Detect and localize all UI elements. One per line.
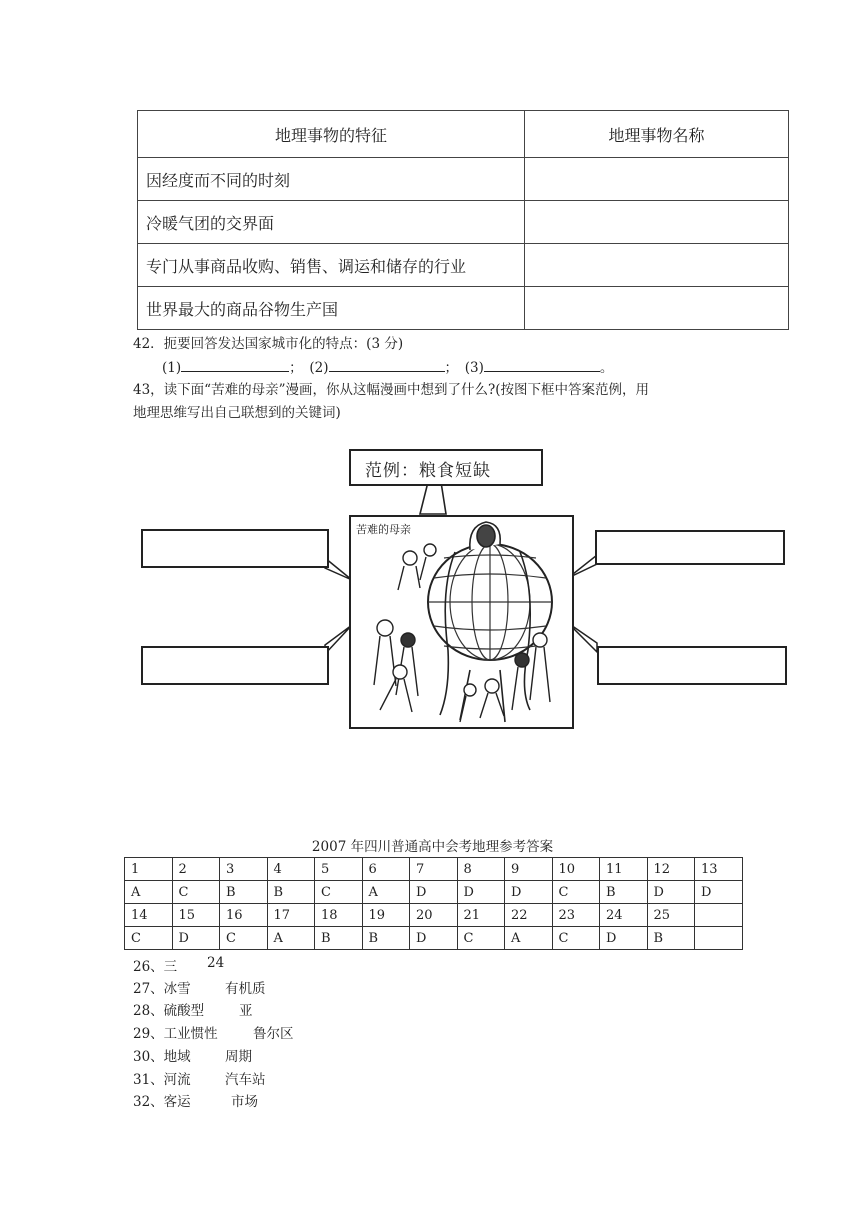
- answer-cell: C: [125, 927, 173, 950]
- fill-answer-27: [133, 977, 266, 997]
- fill-answer-29: [133, 1022, 294, 1042]
- answer-cell: C: [172, 881, 220, 904]
- answer-cell: D: [410, 881, 458, 904]
- feature-header: 地理事物的特征: [138, 111, 525, 158]
- answer-cell: C: [552, 881, 600, 904]
- answer-cell: C: [552, 927, 600, 950]
- answer-cell: 5: [315, 858, 363, 881]
- answer-cell: [695, 927, 743, 950]
- answer-cell: 2: [172, 858, 220, 881]
- answer-cell: 19: [362, 904, 410, 927]
- answer-cell: 18: [315, 904, 363, 927]
- cartoon-frame: [349, 516, 576, 732]
- question-42-blanks: [162, 357, 613, 378]
- answer-cell: B: [362, 927, 410, 950]
- answer-box-left-top[interactable]: [141, 529, 329, 568]
- answer-cell: 7: [410, 858, 458, 881]
- answer-blank-2[interactable]: [329, 357, 445, 372]
- answer-cell: 4: [267, 858, 315, 881]
- answer-cell: 24: [600, 904, 648, 927]
- answer-cell: 13: [695, 858, 743, 881]
- fill-ans: 鲁尔区: [253, 1026, 294, 1042]
- answer-table: [124, 857, 743, 950]
- name-cell[interactable]: [525, 201, 789, 244]
- answer-cell: D: [647, 881, 695, 904]
- answer-box-left-bottom[interactable]: [141, 646, 329, 685]
- fill-answer-26: [133, 955, 225, 975]
- answer-cell: B: [315, 927, 363, 950]
- feature-table: [137, 110, 789, 330]
- answer-box-right-bottom[interactable]: [597, 646, 787, 685]
- answer-cell: 8: [457, 858, 505, 881]
- fill-ans: 亚: [239, 1003, 253, 1019]
- fill-answer-32: [133, 1090, 258, 1110]
- answer-blank-1[interactable]: [181, 357, 289, 372]
- example-callout: [349, 449, 543, 486]
- answer-cell: D: [172, 927, 220, 950]
- fill-ans: 市场: [231, 1094, 258, 1110]
- fill-num: 30、地域: [133, 1049, 191, 1065]
- blank-end: 。: [599, 360, 614, 376]
- fill-num: 29、工业惯性: [133, 1026, 218, 1042]
- name-header: 地理事物名称: [525, 111, 789, 158]
- answer-cell: 15: [172, 904, 220, 927]
- name-cell[interactable]: [525, 158, 789, 201]
- question-43-line2: 地理思维写出自己联想到的关键词): [133, 405, 341, 421]
- answer-cell: D: [410, 927, 458, 950]
- question-42: 42．扼要回答发达国家城市化的特点：(3 分): [133, 336, 404, 352]
- fill-ans: 汽车站: [225, 1072, 266, 1088]
- fill-ans: 24: [207, 955, 225, 971]
- answer-key-title: 2007 年四川普通高中会考地理参考答案: [311, 839, 554, 855]
- fill-num: 27、冰雪: [133, 981, 191, 997]
- answer-cell: 25: [647, 904, 695, 927]
- feature-cell: 因经度而不同的时刻: [138, 158, 525, 201]
- example-text: 范例：粮食短缺: [365, 461, 491, 481]
- answer-cell: 17: [267, 904, 315, 927]
- answer-cell: D: [457, 881, 505, 904]
- fill-num: 28、硫酸型: [133, 1003, 205, 1019]
- answer-cell: 22: [505, 904, 553, 927]
- answer-box-right-top[interactable]: [595, 530, 785, 565]
- answer-cell: A: [505, 927, 553, 950]
- answer-cell: 23: [552, 904, 600, 927]
- answer-cell: 21: [457, 904, 505, 927]
- name-cell[interactable]: [525, 244, 789, 287]
- answer-cell: C: [457, 927, 505, 950]
- answer-cell: A: [362, 881, 410, 904]
- answer-cell: C: [315, 881, 363, 904]
- answer-cell: 6: [362, 858, 410, 881]
- answer-cell: B: [220, 881, 268, 904]
- question-43-line1: 43，读下面“苦难的母亲”漫画，你从这幅漫画中想到了什么?(按图下框中答案范例，用: [133, 382, 649, 398]
- answer-cell: 9: [505, 858, 553, 881]
- answer-cell: 20: [410, 904, 458, 927]
- answer-cell: 10: [552, 858, 600, 881]
- answer-cell: 16: [220, 904, 268, 927]
- fill-num: 31、河流: [133, 1072, 191, 1088]
- name-cell[interactable]: [525, 287, 789, 330]
- cartoon-title: 苦难的母亲: [356, 523, 411, 536]
- fill-num: 32、客运: [133, 1094, 191, 1110]
- fill-num: 26、三: [133, 959, 178, 975]
- answer-cell: B: [267, 881, 315, 904]
- feature-cell: 专门从事商品收购、销售、调运和储存的行业: [138, 244, 525, 287]
- answer-cell: B: [600, 881, 648, 904]
- answer-cell: [695, 904, 743, 927]
- answer-cell: A: [267, 927, 315, 950]
- answer-cell: D: [695, 881, 743, 904]
- answer-cell: 3: [220, 858, 268, 881]
- blank-label-3: ； (3): [444, 360, 484, 376]
- answer-cell: 14: [125, 904, 173, 927]
- answer-cell: 12: [647, 858, 695, 881]
- feature-cell: 世界最大的商品谷物生产国: [138, 287, 525, 330]
- feature-cell: 冷暖气团的交界面: [138, 201, 525, 244]
- answer-cell: D: [600, 927, 648, 950]
- answer-cell: 1: [125, 858, 173, 881]
- answer-cell: B: [647, 927, 695, 950]
- blank-label-1: (1): [162, 360, 182, 376]
- answer-cell: 11: [600, 858, 648, 881]
- fill-answer-28: [133, 999, 253, 1019]
- answer-blank-3[interactable]: [484, 357, 600, 372]
- fill-answer-31: [133, 1068, 266, 1088]
- answer-cell: A: [125, 881, 173, 904]
- fill-ans: 有机质: [225, 981, 266, 997]
- answer-cell: C: [220, 927, 268, 950]
- blank-label-2: ； (2): [289, 360, 329, 376]
- fill-answer-30: [133, 1045, 252, 1065]
- answer-cell: D: [505, 881, 553, 904]
- fill-ans: 周期: [225, 1049, 252, 1065]
